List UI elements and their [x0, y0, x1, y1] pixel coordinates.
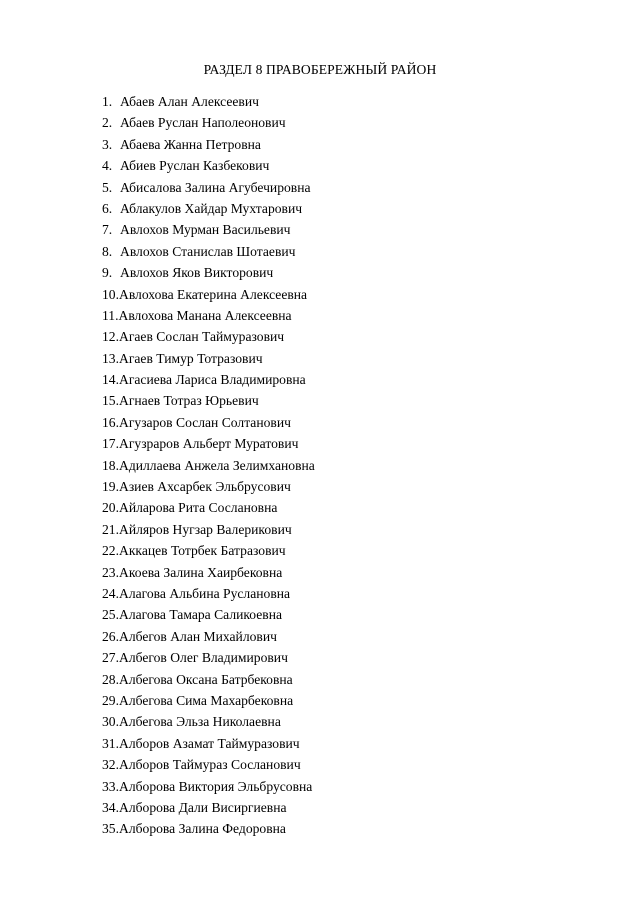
person-name: Абиев Руслан Казбекович	[120, 158, 270, 174]
person-name: Абаев Алан Алексеевич	[120, 94, 259, 109]
person-name: Агузраров Альберт Муратович	[119, 436, 299, 452]
list-item	[102, 262, 315, 283]
person-name: Авлохов Мурман Васильевич	[120, 222, 291, 238]
list-item	[102, 626, 315, 647]
list-item	[102, 219, 315, 240]
item-number: 25.	[102, 607, 119, 623]
item-number: 17.	[102, 436, 119, 452]
list-item	[102, 540, 315, 561]
person-name: Агнаев Тотраз Юрьевич	[119, 393, 259, 409]
list-item	[102, 241, 315, 262]
item-number: 30.	[102, 714, 119, 730]
person-name: Авлохова Екатерина Алексеевна	[119, 286, 308, 302]
item-number: 15.	[102, 393, 119, 409]
item-number: 14.	[102, 372, 119, 388]
list-item	[102, 177, 315, 198]
item-number: 22.	[102, 543, 119, 559]
item-number: 1.	[102, 94, 113, 109]
list-item	[102, 476, 315, 497]
item-number: 9.	[102, 265, 113, 281]
person-name: Абаева Жанна Петровна	[120, 136, 261, 152]
item-number: 28.	[102, 671, 119, 687]
list-item	[102, 733, 315, 754]
person-name: Акоева Залина Хаирбековна	[119, 564, 283, 580]
person-name: Агасиева Лариса Владимировна	[119, 372, 306, 388]
item-number: 33.	[102, 778, 119, 794]
person-name: Агаев Тимур Тотразович	[119, 350, 263, 366]
section-heading: РАЗДЕЛ 8 ПРАВОБЕРЕЖНЫЙ РАЙОН	[203, 62, 437, 77]
list-item	[102, 690, 315, 711]
list-item	[102, 797, 315, 818]
person-name: Адиллаева Анжела Зелимхановна	[119, 457, 315, 473]
item-number: 31.	[102, 735, 119, 751]
item-number: 24.	[102, 585, 119, 601]
person-name: Алборова Виктория Эльбрусовна	[119, 778, 313, 794]
person-name: Алборова Дали Висиргиевна	[119, 799, 287, 815]
item-number: 35.	[102, 821, 119, 837]
item-number: 23.	[102, 564, 119, 580]
person-name: Авлохов Яков Викторович	[120, 265, 274, 281]
person-name: Аблакулов Хайдар Мухтарович	[120, 200, 303, 216]
list-item	[102, 754, 315, 775]
person-name: Албегов Алан Михайлович	[119, 628, 277, 644]
list-item	[102, 519, 315, 540]
item-number: 26.	[102, 628, 119, 644]
person-name: Алборов Азамат Таймуразович	[119, 735, 300, 751]
person-name: Аккацев Тотрбек Батразович	[119, 543, 286, 559]
item-number: 11.	[102, 307, 119, 323]
list-item	[102, 91, 315, 112]
list-item	[102, 198, 315, 219]
item-number: 2.	[102, 115, 113, 131]
list-item	[102, 455, 315, 476]
item-number: 7.	[102, 222, 113, 238]
list-item	[102, 134, 315, 155]
list-item	[102, 818, 315, 839]
item-number: 16.	[102, 414, 119, 430]
list-item	[102, 604, 315, 625]
person-name: Абисалова Залина Агубечировна	[120, 179, 311, 195]
person-name: Алагова Тамара Саликоевна	[119, 607, 283, 623]
list-item	[102, 497, 315, 518]
person-name: Абаев Руслан Наполеонович	[120, 115, 286, 131]
list-item	[102, 284, 315, 305]
person-name: Алборова Залина Федоровна	[119, 821, 286, 837]
item-number: 4.	[102, 158, 113, 174]
item-number: 6.	[102, 200, 113, 216]
list-item	[102, 669, 315, 690]
person-name: Авлохова Манана Алексеевна	[118, 307, 292, 323]
item-number: 10.	[102, 286, 119, 302]
list-item	[102, 305, 315, 326]
person-name: Албегова Эльза Николаевна	[119, 714, 281, 730]
person-name: Албегова Оксана Батрбековна	[119, 671, 293, 687]
person-name: Азиев Ахсарбек Эльбрусович	[119, 479, 291, 495]
item-number: 32.	[102, 757, 119, 773]
list-item	[102, 583, 315, 604]
item-number: 20.	[102, 500, 119, 516]
person-name: Алборов Таймураз Сосланович	[119, 757, 301, 773]
list-item	[102, 412, 315, 433]
list-item	[102, 348, 315, 369]
item-number: 8.	[102, 243, 113, 259]
list-item	[102, 433, 315, 454]
person-name: Айларова Рита Сослановна	[119, 500, 278, 516]
list-item	[102, 155, 315, 176]
person-name: Албегов Олег Владимирович	[119, 650, 288, 666]
list-item	[102, 326, 315, 347]
item-number: 34.	[102, 799, 119, 815]
item-number: 5.	[102, 179, 113, 195]
name-list	[102, 91, 315, 840]
item-number: 13.	[102, 350, 119, 366]
item-number: 21.	[102, 521, 119, 537]
person-name: Агаев Сослан Таймуразович	[119, 329, 285, 345]
item-number: 19.	[102, 479, 119, 495]
person-name: Агузаров Сослан Солтанович	[119, 414, 291, 430]
list-item	[102, 776, 315, 797]
person-name: Алагова Альбина Руслановна	[119, 585, 291, 601]
list-item	[102, 390, 315, 411]
list-item	[102, 647, 315, 668]
person-name: Айляров Нугзар Валерикович	[119, 521, 292, 537]
list-item	[102, 711, 315, 732]
person-name: Албегова Сима Махарбековна	[119, 692, 294, 708]
item-number: 18.	[102, 457, 119, 473]
item-number: 12.	[102, 329, 119, 345]
list-item	[102, 112, 315, 133]
item-number: 3.	[102, 136, 113, 152]
person-name: Авлохов Станислав Шотаевич	[120, 243, 296, 259]
item-number: 29.	[102, 692, 119, 708]
list-item	[102, 369, 315, 390]
list-item	[102, 562, 315, 583]
item-number: 27.	[102, 650, 119, 666]
